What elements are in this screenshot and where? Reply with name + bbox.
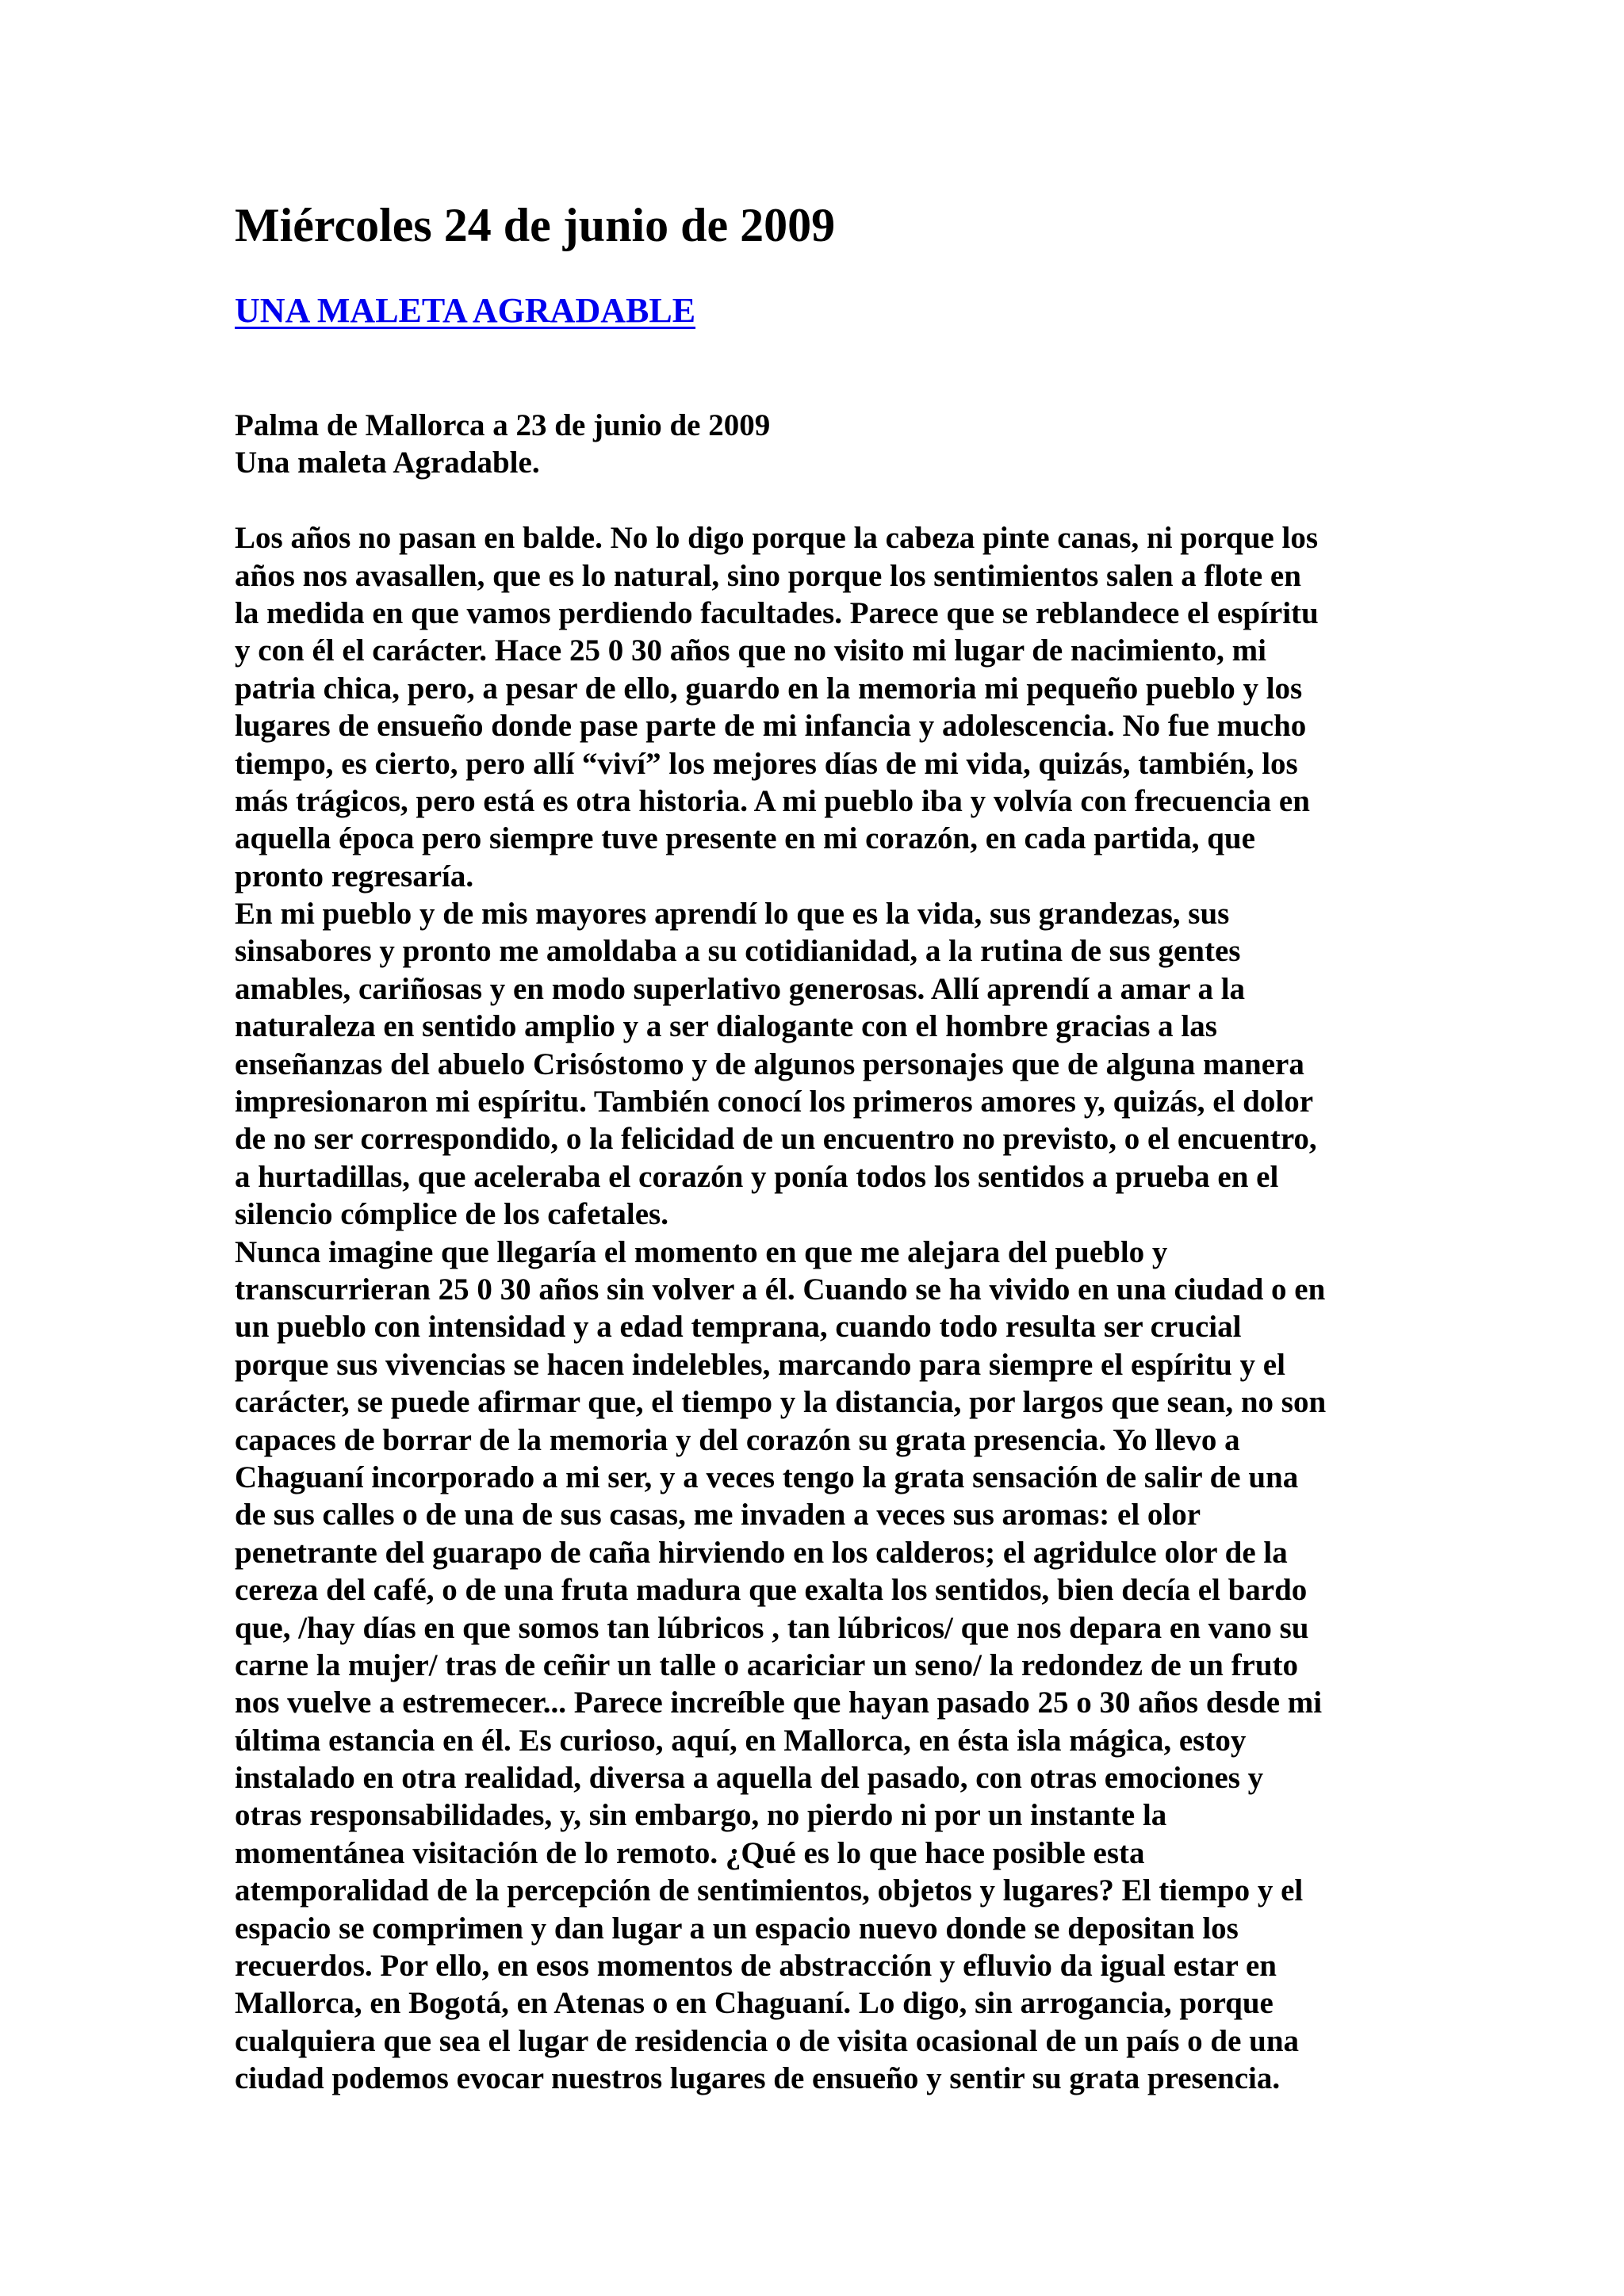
body-line: momentánea visitación de lo remoto. ¿Qué es lo que hace posible esta: [235, 1835, 1145, 1870]
body-line: patria chica, pero, a pesar de ello, guardo en la memoria mi pequeño pueblo y los: [235, 671, 1303, 706]
post-body: [235, 407, 1424, 2098]
body-line: En mi pueblo y de mis mayores aprendí lo que es la vida, sus grandezas, sus: [235, 897, 1230, 932]
body-line: otras responsabilidades, y, sin embargo, no pierdo ni por un instante la: [235, 1798, 1167, 1833]
body-line: de no ser correspondido, o la felicidad de un encuentro no previsto, o el encuentro,: [235, 1122, 1317, 1157]
body-line: espacio se comprimen y dan lugar a un espacio nuevo donde se depositan los: [235, 1911, 1239, 1946]
body-line: ciudad podemos evocar nuestros lugares de ensueño y sentir su grata presencia.: [235, 2061, 1281, 2096]
header-line-subtitle: Una maleta Agradable.: [235, 446, 540, 480]
body-line: tiempo, es cierto, pero allí “viví” los mejores días de mi vida, quizás, también, los: [235, 746, 1298, 781]
body-line: atemporalidad de la percepción de sentimientos, objetos y lugares? El tiempo y el: [235, 1873, 1304, 1908]
body-line: última estancia en él. Es curioso, aquí, en Mallorca, en ésta isla mágica, estoy: [235, 1723, 1247, 1758]
body-line: carne la mujer/ tras de ceñir un talle o acariciar un seno/ la redondez de un fruto: [235, 1647, 1299, 1682]
body-line: recuerdos. Por ello, en esos momentos de abstracción y efluvio da igual estar en: [235, 1949, 1277, 1984]
body-line: aquella época pero siempre tuve presente en mi corazón, en cada partida, que: [235, 821, 1255, 856]
body-line: amables, cariñosas y en modo superlativo generosas. Allí aprendí a amar a la: [235, 971, 1246, 1006]
body-line: Nunca imagine que llegaría el momento en que me alejara del pueblo y: [235, 1234, 1168, 1269]
body-line: transcurrieran 25 0 30 años sin volver a él. Cuando se ha vivido en una ciudad o en: [235, 1272, 1326, 1307]
body-line: silencio cómplice de los cafetales.: [235, 1197, 668, 1232]
body-line: cualquiera que sea el lugar de residencia o de visita ocasional de un país o de una: [235, 2023, 1300, 2058]
body-line: años nos avasallen, que es lo natural, sino porque los sentimientos salen a flote en: [235, 558, 1301, 593]
body-line: pronto regresaría.: [235, 859, 474, 894]
body-line: instalado en otra realidad, diversa a aquella del pasado, con otras emociones y: [235, 1761, 1264, 1796]
body-lines: [235, 519, 1424, 2097]
body-line: a hurtadillas, que aceleraba el corazón y ponía todos los sentidos a prueba en el: [235, 1159, 1279, 1194]
body-line: Los años no pasan en balde. No lo digo porque la cabeza pinte canas, ni porque los: [235, 521, 1319, 556]
paragraph-gap: [235, 482, 1424, 519]
body-line: impresionaron mi espíritu. También conocí los primeros amores y, quizás, el dolor: [235, 1085, 1314, 1119]
body-line: nos vuelve a estremecer... Parece increíble que hayan pasado 25 o 30 años desde mi: [235, 1686, 1323, 1720]
body-line: que, /hay días en que somos tan lúbricos , tan lúbricos/ que nos depara en vano su: [235, 1610, 1309, 1645]
body-line: de sus calles o de una de sus casas, me invaden a veces sus aromas: el olor: [235, 1498, 1201, 1533]
body-line: naturaleza en sentido amplio y a ser dialogante con el hombre gracias a las: [235, 1009, 1217, 1044]
body-line: la medida en que vamos perdiendo facultades. Parece que se reblandece el espíritu: [235, 595, 1319, 630]
body-line: penetrante del guarapo de caña hirviendo en los calderos; el agridulce olor de la: [235, 1535, 1288, 1570]
body-line: carácter, se puede afirmar que, el tiempo y la distancia, por largos que sean, no son: [235, 1385, 1327, 1420]
body-line: capaces de borrar de la memoria y del corazón su grata presencia. Yo llevo a: [235, 1422, 1240, 1457]
header-line-place-date: Palma de Mallorca a 23 de junio de 2009: [235, 408, 771, 442]
post-title-link[interactable]: UNA MALETA AGRADABLE: [235, 291, 696, 330]
body-line: más trágicos, pero está es otra historia. A mi pueblo iba y volvía con frecuencia en: [235, 783, 1310, 818]
body-line: Mallorca, en Bogotá, en Atenas o en Chaguaní. Lo digo, sin arrogancia, porque: [235, 1986, 1274, 2021]
body-line: cereza del café, o de una fruta madura que exalta los sentidos, bien decía el bardo: [235, 1573, 1308, 1608]
body-line: porque sus vivencias se hacen indelebles, marcando para siempre el espíritu y el: [235, 1347, 1285, 1382]
body-line: Chaguaní incorporado a mi ser, y a veces tengo la grata sensación de salir de una: [235, 1460, 1299, 1494]
body-line: enseñanzas del abuelo Crisóstomo y de algunos personajes que de alguna manera: [235, 1047, 1304, 1081]
post-title: [235, 287, 695, 335]
body-line: y con él el carácter. Hace 25 0 30 años que no visito mi lugar de nacimiento, mi: [235, 633, 1266, 668]
body-line: sinsabores y pronto me amoldaba a su cotidianidad, a la rutina de sus gentes: [235, 934, 1241, 969]
body-line: lugares de ensueño donde pase parte de mi infancia y adolescencia. No fue mucho: [235, 709, 1307, 744]
body-line: un pueblo con intensidad y a edad temprana, cuando todo resulta ser crucial: [235, 1310, 1242, 1345]
date-heading: Miércoles 24 de junio de 2009: [235, 199, 836, 251]
